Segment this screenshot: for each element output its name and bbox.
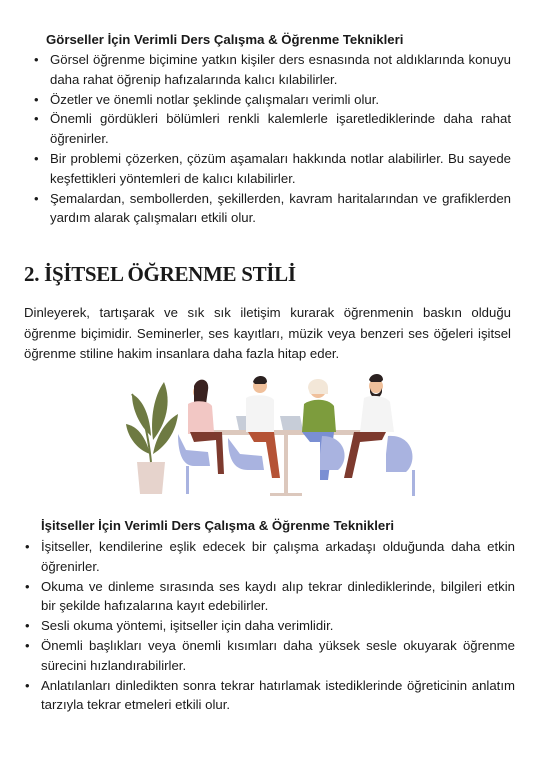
section-description: Dinleyerek, tartışarak ve sık sık iletişim kurarak öğrenmenin baskın olduğu öğrenme biçimidir. Seminerler, ses kayıtları, müzik veya benzeri ses öğeleri işitsel öğrenme stiline hakim insanlara daha fazla hitap eder. [24,305,511,361]
list-item: • Bir problemi çözerken, çözüm aşamaları hakkında notlar alabilirler. Bu sayede keşfettikleri yöntemleri de kalıcı kılabilirler. [34,149,511,189]
list-item: • Önemli başlıkları veya önemli kısımları daha yüksek sesle okuyarak öğrenme sürecini hızlandırabilirler. [25,636,515,676]
auditory-techniques-list [25,537,515,715]
visual-techniques-heading: Görseller İçin Verimli Ders Çalışma & Öğrenme Teknikleri [46,32,404,47]
visual-techniques-list [34,50,511,228]
list-item: • Özetler ve önemli notlar şeklinde çalışmaları verimli olur. [34,90,511,110]
person-icon [228,376,280,478]
person-icon [344,374,415,496]
person-icon [178,380,224,494]
list-item: • Önemli gördükleri bölümleri renkli kalemlerle işaretlediklerinde daha rahat öğrenirler. [34,109,511,149]
list-item: • Görsel öğrenme biçimine yatkın kişiler ders esnasında not aldıklarında konuyu daha rahat öğrenip hafızalarında kalıcı kılabilirler. [34,50,511,90]
list-item: • İşitseller, kendilerine eşlik edecek bir çalışma arkadaşı olduğunda daha etkin öğrenirler. [25,537,515,577]
study-group-illustration [124,374,424,502]
list-item: • Okuma ve dinleme sırasında ses kaydı alıp tekrar dinlediklerinde, bilgileri etkin bir şekilde hafızalarına kayıt edebilirler. [25,577,515,617]
list-item: • Sesli okuma yöntemi, işitseller için daha verimlidir. [25,616,515,636]
plant-icon [126,382,178,494]
auditory-techniques-heading: İşitseller İçin Verimli Ders Çalışma & Öğrenme Teknikleri [41,518,395,533]
list-item: • Şemalardan, sembollerden, şekillerden, kavram haritalarından ve grafiklerden yardım alarak çalışmaları etkili olur. [34,189,511,229]
list-item: • Anlatılanları dinledikten sonra tekrar hatırlamak istediklerinde öğreticinin anlatım tarzıyla tekrar etmeleri etkili olur. [25,676,515,716]
person-icon [302,379,345,480]
section-title: 2. İŞİTSEL ÖĞRENME STİLİ [24,262,296,286]
